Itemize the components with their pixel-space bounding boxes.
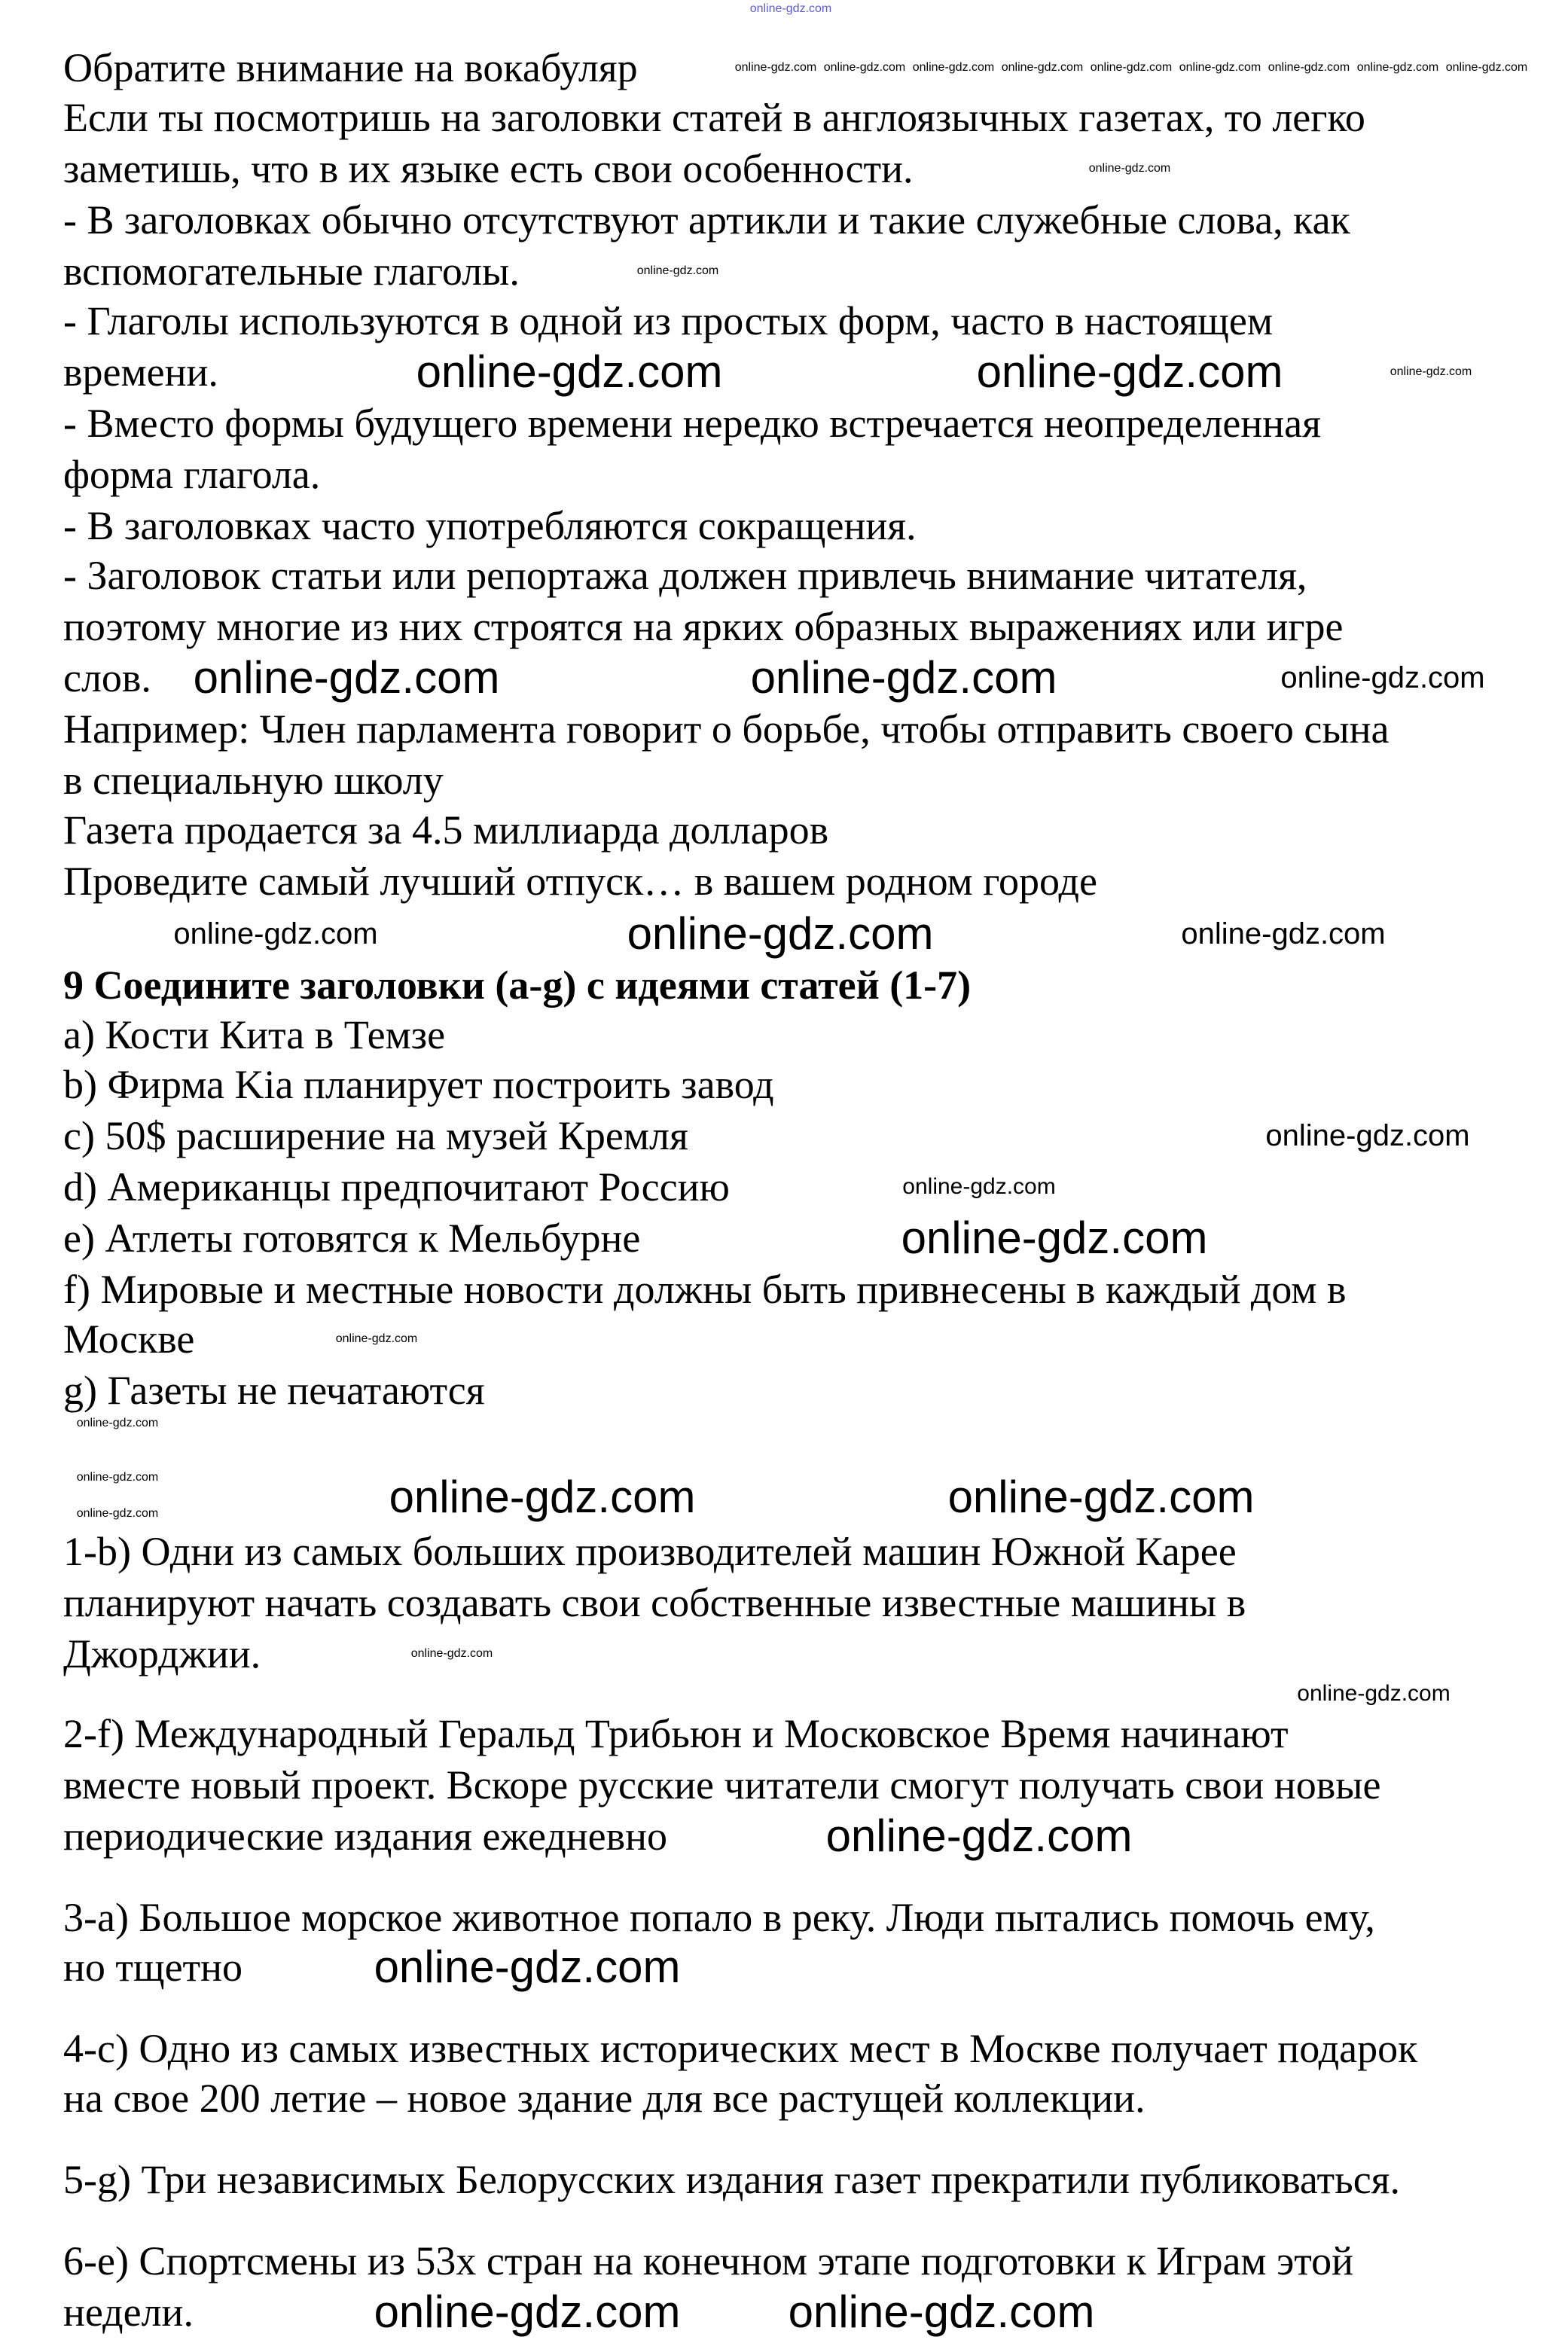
text-line: Например: Член парламента говорит о борьбе, чтобы отправить своего сына [63,706,1390,752]
text-line: Обратите внимание на вокабуляр [63,45,638,90]
watermark: online-gdz.com [734,61,817,74]
watermark: online-gdz.com [389,1472,696,1522]
watermark: online-gdz.com [749,2,832,15]
watermark: online-gdz.com [823,61,906,74]
text-line: 5-g) Три независимых Белорусских издания газет прекратили публиковаться. [63,2157,1401,2202]
text-line: вместе новый проект. Вскоре русские читатели смогут получать свои новые [63,1762,1381,1808]
text-line: - Заголовок статьи или репортажа должен привлечь внимание читателя, [63,553,1307,598]
section-heading: 9 Соедините заголовки (a-g) с идеями статей (1-7) [63,963,972,1008]
watermark: online-gdz.com [825,1811,1133,1861]
watermark: online-gdz.com [902,1174,1056,1199]
text-line: в специальную школу [63,758,444,803]
text-line: 2-f) Международный Геральд Трибьюн и Московское Время начинают [63,1711,1289,1756]
text-line: b) Фирма Kia планирует построить завод [63,1062,774,1107]
watermark: online-gdz.com [636,264,719,277]
watermark: online-gdz.com [76,1507,159,1520]
watermark: online-gdz.com [1179,61,1261,74]
watermark: online-gdz.com [1280,661,1485,694]
text-line: Проведите самый лучший отпуск… в вашем родном городе [63,859,1097,904]
text-line: заметишь, что в их языке есть свои особенности. [63,146,914,191]
watermark: online-gdz.com [335,1332,418,1345]
text-line: Если ты посмотришь на заголовки статей в англоязычных газетах, то легко [63,95,1365,140]
watermark: online-gdz.com [173,917,378,950]
watermark: online-gdz.com [1297,1681,1451,1706]
watermark: online-gdz.com [76,1417,159,1429]
watermark: online-gdz.com [1445,61,1528,74]
text-line: 4-c) Одно из самых известных исторических мест в Москве получает подарок [63,2026,1418,2071]
text-line: 3-a) Большое морское животное попало в реку. Люди пытались помочь ему, [63,1895,1375,1940]
text-line: времени. [63,349,218,395]
text-line: f) Мировые и местные новости должны быть привнесены в каждый дом в [63,1267,1347,1312]
watermark: online-gdz.com [416,346,723,397]
text-line: планируют начать создавать свои собственные известные машины в [63,1580,1246,1625]
text-line: недели. [63,2290,194,2335]
watermark: online-gdz.com [1090,61,1173,74]
text-line: g) Газеты не печатаются [63,1368,485,1413]
watermark: online-gdz.com [750,652,1057,703]
text-line: - Глаголы используются в одной из простых форм, часто в настоящем [63,298,1273,343]
watermark: online-gdz.com [947,1472,1255,1522]
watermark: online-gdz.com [374,2287,681,2337]
text-line: a) Кости Кита в Темзе [63,1012,446,1057]
text-line: но тщетно [63,1945,243,1990]
watermark: online-gdz.com [410,1647,493,1660]
watermark: online-gdz.com [901,1213,1208,1263]
watermark: online-gdz.com [1181,917,1386,950]
watermark: online-gdz.com [1265,1119,1470,1152]
text-line: d) Американцы предпочитают Россию [63,1164,730,1210]
watermark: online-gdz.com [374,1942,681,1992]
text-line: периодические издания ежедневно [63,1814,668,1859]
text-line: Джорджии. [63,1631,261,1676]
watermark: online-gdz.com [1001,61,1084,74]
text-line: 6-e) Спортсмены из 53х стран на конечном этапе подготовки к Играм этой [63,2238,1354,2284]
watermark: online-gdz.com [1268,61,1350,74]
text-line: форма глагола. [63,452,321,497]
text-line: Москве [63,1316,195,1362]
text-line: - В заголовках обычно отсутствуют артикли и такие служебные слова, как [63,197,1350,243]
text-line: 1-b) Одни из самых больших производителей машин Южной Карее [63,1529,1237,1574]
text-line: e) Атлеты готовятся к Мельбурне [63,1216,641,1261]
watermark: online-gdz.com [976,346,1283,397]
text-line: c) 50$ расширение на музей Кремля [63,1113,688,1158]
text-line: - Вместо формы будущего времени нередко встречается неопределенная [63,401,1321,446]
text-line: Газета продается за 4.5 миллиарда долларов [63,807,829,853]
watermark: online-gdz.com [788,2287,1095,2337]
watermark: online-gdz.com [1356,61,1439,74]
text-line: - В заголовках часто употребляются сокращения. [63,503,917,548]
watermark: online-gdz.com [1390,365,1472,378]
watermark: online-gdz.com [627,908,934,959]
watermark: online-gdz.com [76,1471,159,1484]
text-line: слов. [63,655,151,700]
watermark: online-gdz.com [912,61,995,74]
text-line: вспомогательные глаголы. [63,249,520,294]
watermark: online-gdz.com [1088,162,1171,175]
text-line: поэтому многие из них строятся на ярких образных выражениях или игре [63,604,1344,649]
watermark: online-gdz.com [193,652,500,703]
text-line: на свое 200 летие – новое здание для все растущей коллекции. [63,2076,1145,2121]
